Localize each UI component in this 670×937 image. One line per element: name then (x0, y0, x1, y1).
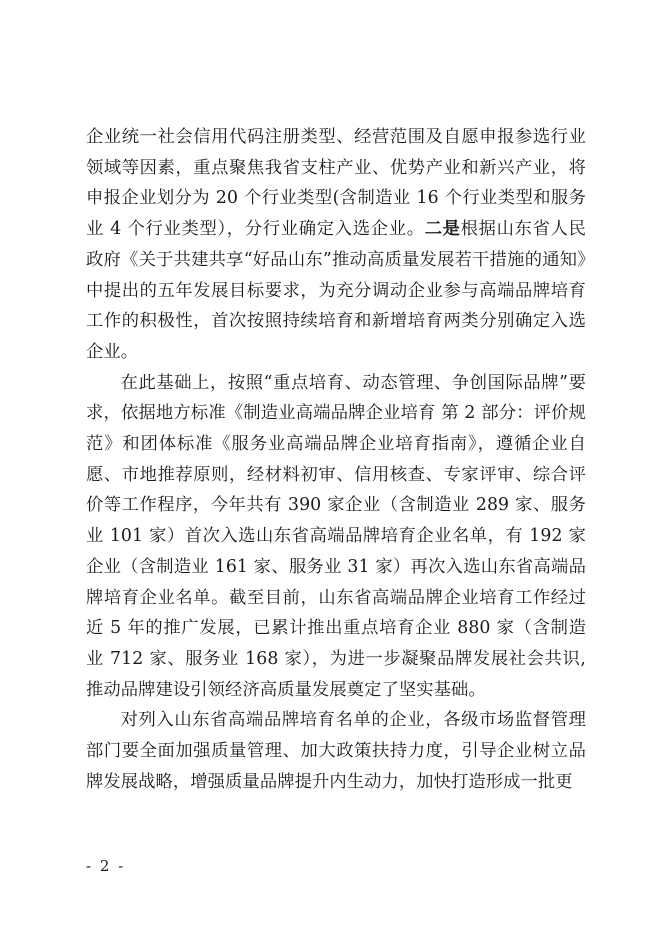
page-number: - 2 - (86, 857, 126, 875)
document-body (86, 122, 586, 797)
paragraph-1-text-after: 根据山东省人民政府《关于共建共享“好品山东”推动高质量发展若干措施的通知》中提出的五年发展目标要求，为充分调动企业参与高端品牌培育工作的积极性，首次按照持续培育和新增培育两类分别确定入选企业。 (86, 219, 586, 362)
paragraph-1 (86, 122, 586, 368)
paragraph-1-bold-marker: 二是 (424, 219, 461, 240)
paragraph-1-text-before: 企业统一社会信用代码注册类型、经营范围及自愿申报参选行业领域等因素，重点聚焦我省支柱产业、优势产业和新兴产业，将申报企业划分为 20 个行业类型(含制造业 16 个行业类型和服务业 4 个行业类型），分行业确定入选企业。 (86, 127, 586, 240)
paragraph-3: 对列入山东省高端品牌培育名单的企业，各级市场监督管理部门要全面加强质量管理、加大政策扶持力度，引导企业树立品牌发展战略，增强质量品牌提升内生动力，加快打造形成一批更 (86, 710, 586, 792)
paragraph-2: 在此基础上，按照“重点培育、动态管理、争创国际品牌”要求，依据地方标准《制造业高端品牌企业培育 第 2 部分：评价规范》和团体标准《服务业高端品牌企业培育指南》，遵循企业自愿、市地推荐原则，经材料初审、信用核查、专家评审、综合评价等工作程序，今年共有 390 家企业（含制造业 289 家、服务业 101 家）首次入选山东省高端品牌培育企业名单，有 192 家企业（含制造业 161 家、服务业 31 家）再次入选山东省高端品牌培育企业名单。截至目前，山东省高端品牌企业培育工作经过近 5 年的推广发展，已累计推出重点培育企业 880 家（含制造业 712 家、服务业 168 家），为进一步凝聚品牌发展社会共识,推动品牌建设引领经济高质量发展奠定了坚实基础。 (86, 372, 586, 700)
